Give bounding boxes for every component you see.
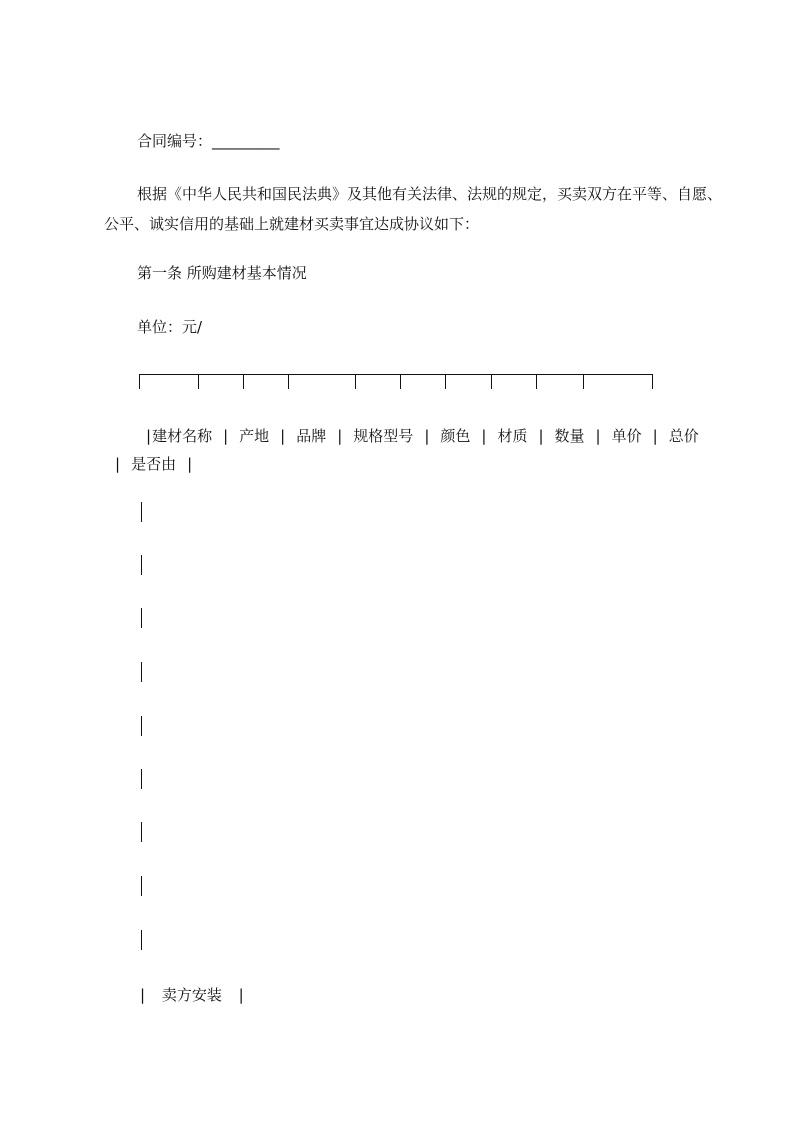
table-header-cell: 颜色 (440, 427, 471, 445)
table-header-cell: 产地 (239, 427, 270, 445)
table-empty-row (141, 502, 142, 522)
table-border-tick (445, 375, 446, 389)
table-header-cell: 单价 (611, 427, 642, 445)
table-empty-row (141, 716, 142, 736)
table-border-tick (400, 375, 401, 389)
table-border-tick (536, 375, 537, 389)
table-border-tick (355, 375, 356, 389)
table-header-cell: 总价 (668, 427, 699, 445)
table-border-tick (243, 375, 244, 389)
table-footer-row: | 卖方安装 | (140, 986, 244, 1004)
unit-label: 单位：元/ (137, 318, 203, 336)
table-border-tick (491, 375, 492, 389)
table-footer-cell: 卖方安装 (161, 986, 222, 1004)
table-empty-row (141, 876, 142, 896)
table-border-tick (652, 375, 653, 389)
table-border-tick (139, 375, 140, 389)
intro-paragraph: 根据《中华人民共和国民法典》及其他有关法律、法规的规定，买卖双方在平等、自愿、公平、诚实信用的基础上就建材买卖事宜达成协议如下： (104, 185, 723, 233)
table-empty-row (141, 555, 142, 575)
table-border-tick (198, 375, 199, 389)
table-header-cell: 数量 (554, 427, 585, 445)
table-empty-row (141, 608, 142, 628)
table-border-tick (583, 375, 584, 389)
table-header-cell: 品牌 (296, 427, 327, 445)
table-top-border (139, 374, 653, 389)
article-1-title: 第一条 所购建材基本情况 (137, 264, 307, 282)
table-header-cell: 建材名称 (152, 427, 213, 445)
table-border-tick (288, 375, 289, 389)
table-empty-row (141, 662, 142, 682)
table-empty-row (141, 822, 142, 842)
contract-number-line: 合同编号：_________ (137, 132, 280, 150)
table-header-row: |建材名称 | 产地 | 品牌 | 规格型号 | 颜色 | 材质 | 数量 | 单价 | 总价| 是否由 | (115, 427, 699, 473)
table-header-cell: 规格型号 (353, 427, 414, 445)
table-header-cell: 是否由 (131, 455, 177, 473)
table-header-cell: 材质 (497, 427, 528, 445)
table-empty-row (141, 930, 142, 950)
table-empty-row (141, 769, 142, 789)
